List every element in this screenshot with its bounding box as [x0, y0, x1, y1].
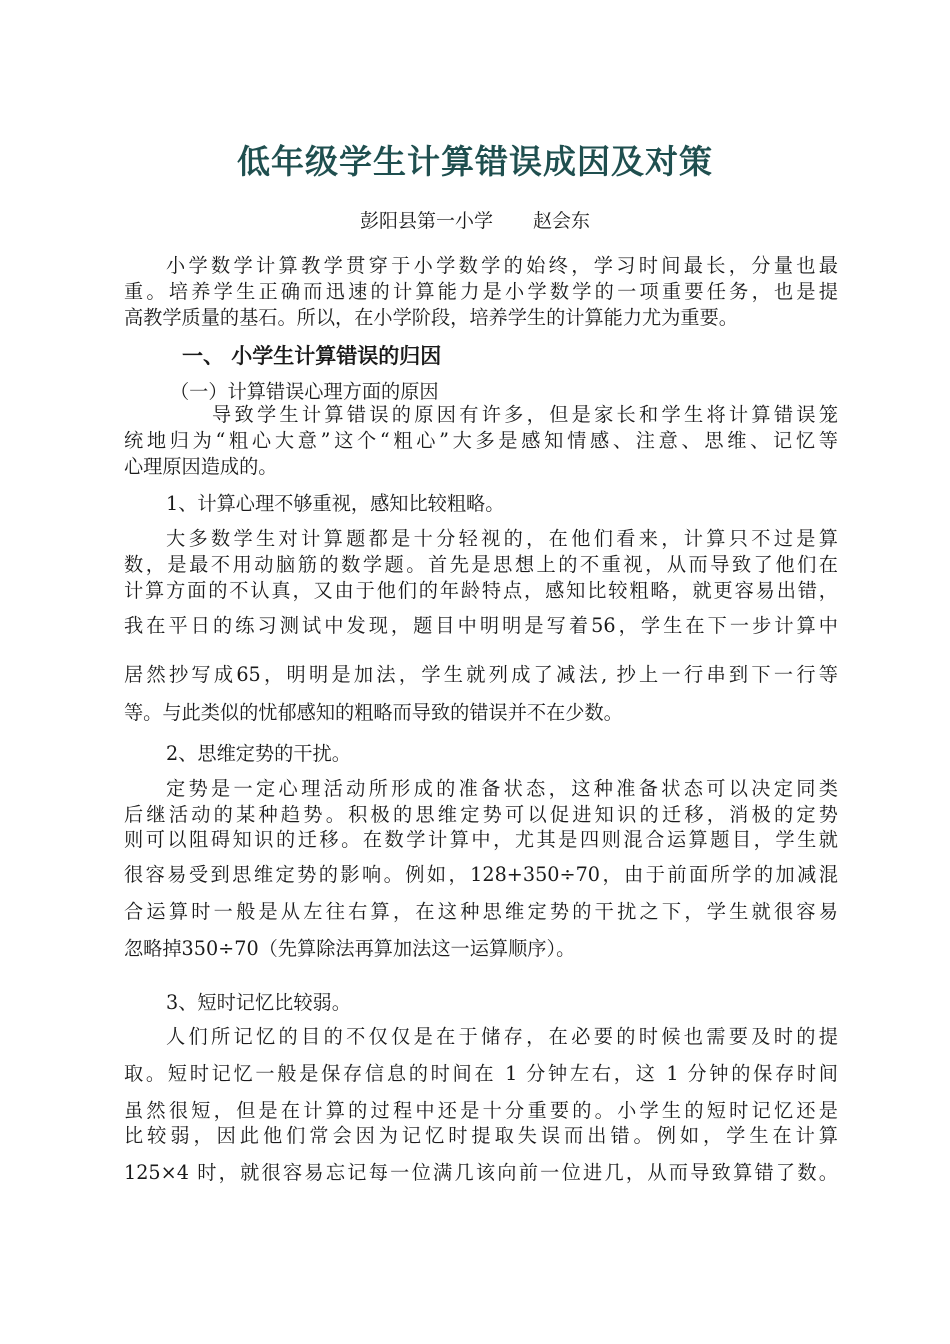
intro-line: 重。培养学生正确而迅速的计算能力是小学数学的一项重要任务，也是提 — [124, 280, 838, 303]
section-heading: 一、 小学生计算错误的归因 — [182, 344, 442, 368]
paragraph-line: 比较弱，因此他们常会因为记忆时提取失误而出错。例如，学生在计算 — [124, 1124, 838, 1147]
paragraph-line: 虽然很短，但是在计算的过程中还是十分重要的。小学生的短时记忆还是 — [124, 1099, 838, 1122]
paragraph-line: 人们所记忆的目的不仅仅是在于储存，在必要的时候也需要及时的提 — [166, 1025, 838, 1048]
subsection-heading: （一）计算错误心理方面的原因 — [170, 380, 439, 403]
paragraph-line: 导致学生计算错误的原因有许多，但是家长和学生将计算错误笼 — [212, 403, 838, 426]
paragraph-line: 我在平日的练习测试中发现，题目中明明是写着56，学生在下一步计算中 — [124, 614, 838, 637]
paragraph-line: 则可以阻碍知识的迁移。在数学计算中，尤其是四则混合运算题目，学生就 — [124, 828, 838, 851]
paragraph-line: 计算方面的不认真，又由于他们的年龄特点，感知比较粗略，就更容易出错， — [124, 579, 838, 602]
school-name: 彭阳县第一小学 — [359, 210, 493, 232]
paragraph-line: 居然抄写成65，明明是加法，学生就列成了减法, 抄上一行串到下一行等 — [124, 663, 838, 686]
paragraph-line: 心理原因造成的。 — [124, 455, 278, 478]
author-name: 赵会东 — [533, 210, 591, 232]
paragraph-line: 定势是一定心理活动所形成的准备状态，这种准备状态可以决定同类 — [166, 777, 838, 800]
paragraph-line: 合运算时一般是从左往右算，在这种思维定势的干扰之下，学生就很容易 — [124, 900, 838, 923]
paragraph-line: 数，是最不用动脑筋的数学题。首先是思想上的不重视，从而导致了他们在 — [124, 553, 838, 576]
point-heading: 1、计算心理不够重视，感知比较粗略。 — [166, 492, 505, 515]
document-title: 低年级学生计算错误成因及对策 — [237, 142, 713, 181]
paragraph-line: 125×4 时，就很容易忘记每一位满几该向前一位进几，从而导致算错了数。 — [124, 1161, 838, 1184]
paragraph-line: 统地归为“粗心大意”这个“粗心”大多是感知情感、注意、思维、记忆等 — [124, 429, 838, 452]
point-heading: 2、思维定势的干扰。 — [166, 742, 351, 765]
paragraph-line: 忽略掉350÷70（先算除法再算加法这一运算顺序）。 — [124, 937, 576, 960]
intro-line: 小学数学计算教学贯穿于小学数学的始终，学习时间最长，分量也最 — [166, 254, 838, 277]
paragraph-line: 等。与此类似的忧郁感知的粗略而导致的错误并不在少数。 — [124, 701, 623, 724]
author-line — [0, 206, 950, 233]
paragraph-line: 大多数学生对计算题都是十分轻视的，在他们看来，计算只不过是算 — [166, 527, 838, 550]
point-heading: 3、短时记忆比较弱。 — [166, 991, 351, 1014]
paragraph-line: 很容易受到思维定势的影响。例如，128+350÷70，由于前面所学的加减混 — [124, 863, 838, 886]
paragraph-line: 取。短时记忆一般是保存信息的时间在 1 分钟左右，这 1 分钟的保存时间 — [124, 1062, 838, 1085]
intro-line: 高教学质量的基石。所以，在小学阶段，培养学生的计算能力尤为重要。 — [124, 306, 738, 329]
paragraph-line: 后继活动的某种趋势。积极的思维定势可以促进知识的迁移，消极的定势 — [124, 803, 838, 826]
